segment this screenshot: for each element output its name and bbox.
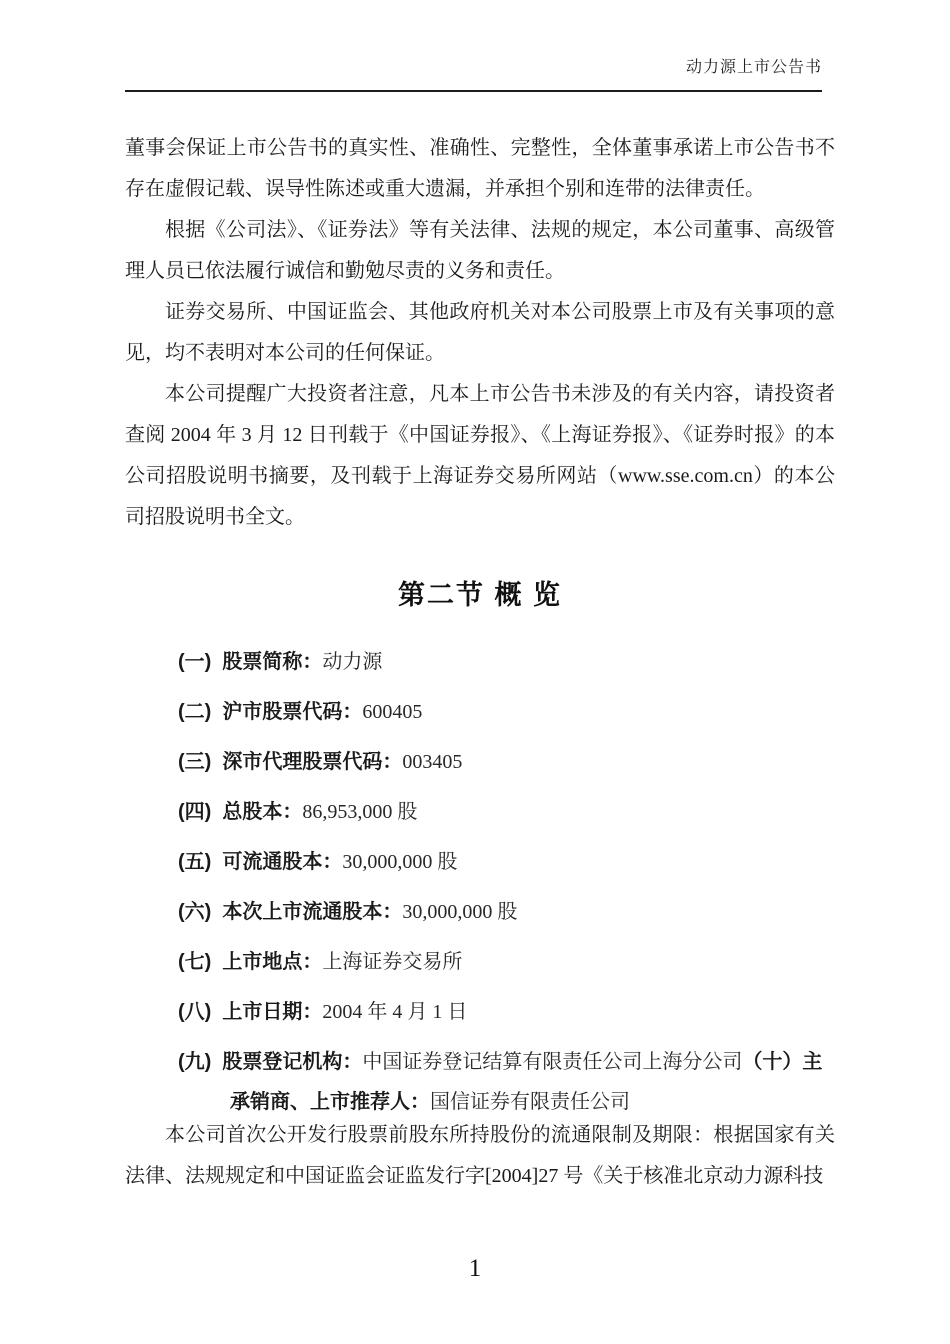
item-value: 30,000,000 股 (402, 901, 518, 923)
item-number: (九) (178, 1051, 212, 1073)
item-label-extra: （十）主 (742, 1051, 823, 1073)
list-item-listed-shares (178, 900, 835, 925)
item-value: 动力源 (322, 651, 383, 673)
list-item-listing-venue (178, 950, 835, 975)
document-body (125, 128, 835, 1197)
page-number: 1 (468, 1255, 482, 1282)
item-label: 总股本： (222, 801, 303, 823)
item-number: (四) (178, 801, 212, 823)
list-item-stock-name (178, 650, 835, 675)
item-label: 可流通股本： (222, 851, 343, 873)
item-number: (二) (178, 701, 212, 723)
header-title: 动力源上市公告书 (685, 59, 822, 76)
paragraph-no-guarantee: 证券交易所、中国证监会、其他政府机关对本公司股票上市及有关事项的意见，均不表明对本公司的任何保证。 (125, 301, 835, 364)
item-number: (六) (178, 901, 212, 923)
list-item-registrar-underwriter (178, 1050, 835, 1115)
item-number: (五) (178, 851, 212, 873)
item-value: 86,953,000 股 (302, 801, 418, 823)
item-label: 股票登记机构： (222, 1051, 363, 1073)
list-item-total-shares (178, 800, 835, 825)
item-label: 深市代理股票代码： (222, 751, 403, 773)
item-label: 本次上市流通股本： (222, 901, 403, 923)
item-label: 沪市股票代码： (222, 701, 363, 723)
item-value: 2004 年 4 月 1 日 (322, 1001, 468, 1023)
section-title: 第二节 概 览 (397, 580, 562, 610)
paragraph-lockup-terms: 本公司首次公开发行股票前股东所持股份的流通限制及期限：根据国家有关法律、法规规定和中国证监会证监发行字[2004]27 号《关于核准北京动力源科技 (125, 1124, 835, 1187)
item-number: (三) (178, 751, 212, 773)
header-rule (125, 90, 822, 92)
list-item-sz-proxy-code (178, 750, 835, 775)
item-value: 中国证券登记结算有限责任公司上海分公司 (362, 1051, 743, 1073)
item-value: 600405 (362, 701, 423, 723)
item-value: 30,000,000 股 (342, 851, 458, 873)
item-number: (一) (178, 651, 212, 673)
item-label: 上市地点： (222, 951, 323, 973)
item-number: (七) (178, 951, 212, 973)
item-value: 国信证券有限责任公司 (430, 1091, 630, 1113)
list-item-tradable-shares (178, 850, 835, 875)
paragraph-disclaimer-board: 董事会保证上市公告书的真实性、准确性、完整性，全体董事承诺上市公告书不存在虚假记载、误导性陈述或重大遗漏，并承担个别和连带的法律责任。 (125, 137, 835, 200)
paragraph-law-compliance: 根据《公司法》、《证券法》等有关法律、法规的规定，本公司董事、高级管理人员已依法履行诚信和勤勉尽责的义务和责任。 (125, 219, 835, 282)
list-item-line (178, 1090, 835, 1115)
item-number: (八) (178, 1001, 212, 1023)
overview-list (125, 650, 835, 1115)
item-value: 003405 (402, 751, 463, 773)
paragraph-investor-notice: 本公司提醒广大投资者注意，凡本上市公告书未涉及的有关内容，请投资者查阅 2004 年 3 月 12 日刊载于《中国证券报》、《上海证券报》、《证券时报》的本公司招股说明书摘要，及刊载于上海证券交易所网站（www.sse.com.cn）的本公司招股说明书全文。 (125, 383, 835, 528)
item-label: 股票简称： (222, 651, 323, 673)
list-item-listing-date (178, 1000, 835, 1025)
item-label: 上市日期： (222, 1001, 323, 1023)
list-item-sh-code (178, 700, 835, 725)
item-label: 承销商、上市推荐人： (230, 1091, 430, 1113)
item-value: 上海证券交易所 (322, 951, 463, 973)
list-item-line (178, 1050, 835, 1075)
